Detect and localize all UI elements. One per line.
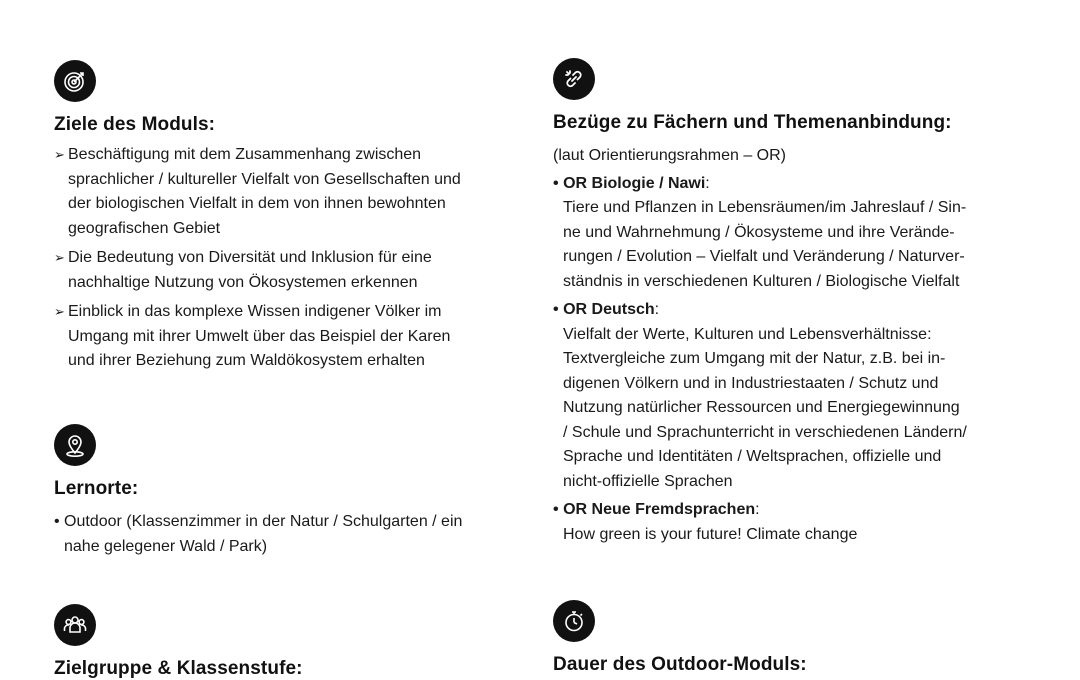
bezuege-content bbox=[553, 144, 1033, 547]
or-block-biologie: • OR Biologie / Nawi: Tiere und Pflanzen in Lebensräumen/im Jahreslauf / Sin- ne und Wahrnehmung / Ökosysteme und ihre Verände- rungen / Evolution – Vielfalt und Veränderung / Naturver- ständnis in verschiedenen Kulturen / Biologische Vielfalt bbox=[553, 174, 967, 290]
dauer-title: Dauer des Outdoor-Moduls: bbox=[553, 654, 807, 675]
list-item: ➢ Die Bedeutung von Diversität und Inklusion für eine nachhaltige Nutzung von Ökosystemen erkennen bbox=[54, 246, 524, 295]
or-block-deutsch: • OR Deutsch: Vielfalt der Werte, Kulturen und Lebensverhältnisse: Textvergleiche zum Umgang mit der Natur, z.B. bei in- digenen Völkern und in Industriestaaten / Schutz und Nutzung natürlicher Ressourcen und Energiegewinnung / Schule und Sprachunterricht in verschiedenen Ländern/ Sprache und Identitäten / Weltsprachen, offizielle und nicht-offizielle Sprachen bbox=[553, 301, 967, 490]
list-item: ➢ Einblick in das komplexe Wissen indigener Völker im Umgang mit ihrer Umwelt über das Beispiel der Karen und ihrer Beziehung zum Waldökosystem erhalten bbox=[54, 300, 524, 374]
lernorte-section bbox=[54, 424, 524, 559]
arrow-bullet: ➢ bbox=[54, 304, 65, 319]
ziele-list bbox=[54, 143, 524, 374]
link-icon bbox=[553, 58, 595, 100]
bezuege-intro: (laut Orientierungsrahmen – OR) bbox=[553, 147, 786, 164]
zielgruppe-title: Zielgruppe & Klassenstufe: bbox=[54, 658, 303, 679]
list-item: ➢ Beschäftigung mit dem Zusammenhang zwischen sprachlicher / kultureller Vielfalt von Gesellschaften und der biologischen Vielfalt in dem von ihnen bewohnten geografischen Gebiet bbox=[54, 143, 524, 241]
arrow-bullet: ➢ bbox=[54, 147, 65, 162]
bezuege-section bbox=[553, 58, 1033, 551]
bezuege-title: Bezüge zu Fächern und Themenanbindung: bbox=[553, 112, 952, 133]
lernorte-list bbox=[54, 510, 524, 559]
ziele-title: Ziele des Moduls: bbox=[54, 114, 216, 135]
bullet: • bbox=[54, 513, 60, 530]
arrow-bullet: ➢ bbox=[54, 250, 65, 265]
target-icon bbox=[54, 60, 96, 102]
lernorte-title: Lernorte: bbox=[54, 478, 139, 499]
stopwatch-icon bbox=[553, 600, 595, 642]
dauer-section bbox=[553, 600, 1033, 676]
ziele-section bbox=[54, 60, 524, 379]
location-pin-icon bbox=[54, 424, 96, 466]
group-icon bbox=[54, 604, 96, 646]
zielgruppe-section bbox=[54, 604, 524, 680]
or-block-fremdsprachen: • OR Neue Fremdsprachen: How green is your future! Climate change bbox=[553, 501, 858, 543]
list-item: • Outdoor (Klassenzimmer in der Natur / Schulgarten / ein nahe gelegener Wald / Park) bbox=[54, 510, 524, 559]
